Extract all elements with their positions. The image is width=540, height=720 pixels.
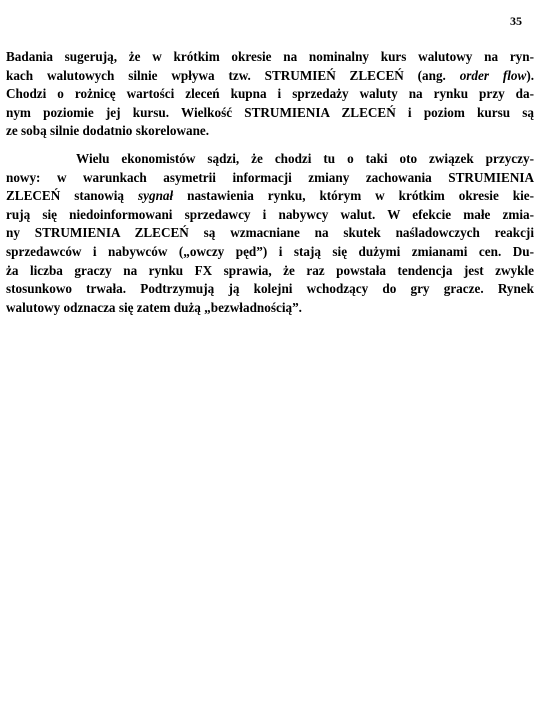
text-line: ze sobą silnie dodatnio skorelowane. [6, 123, 210, 139]
text-line: nowy: w warunkach asymetrii informacji zmiany zachowania STRUMIENIA [6, 169, 534, 185]
paragraph-order-flow-definition [6, 48, 534, 141]
term-order-flow: order flow [459, 67, 527, 83]
text-segment: ZLECEŃ stanowią [6, 188, 138, 204]
document-body [6, 48, 534, 317]
text-line: rują się niedoinformowani sprzedawcy i nabywcy walut. W efekcie małe zmia- [6, 206, 534, 222]
term-signal: sygnał [137, 188, 174, 204]
text-line: Wielu ekonomistów sądzi, że chodzi tu o taki oto związek przyczy- [76, 150, 534, 166]
text-line: nym poziomie jej kursu. Wielkość STRUMIENIA ZLECEŃ i poziom kursu są [6, 104, 534, 120]
text-segment: nastawienia rynku, którym w krótkim okresie kie- [173, 188, 534, 204]
text-line [6, 67, 534, 86]
text-line: ża liczba graczy na rynku FX sprawia, że raz powstała tendencja jest zwykle [6, 262, 534, 278]
text-segment: ). [526, 67, 535, 83]
paragraph-gap [6, 141, 534, 150]
page-number: 35 [510, 14, 522, 28]
text-line: stosunkowo trwała. Podtrzymują ją kolejni wchodzący do gry gracze. Rynek [6, 281, 534, 297]
text-segment: kach walutowych silnie wpływa tzw. STRUMIEŃ ZLECEŃ (ang. [6, 67, 460, 83]
text-line: walutowy odznacza się zatem dużą „bezwładnością”. [6, 299, 302, 315]
text-line [6, 187, 534, 206]
text-line: Chodzi o rożnicę wartości zleceń kupna i sprzedaży waluty na rynku przy da- [6, 86, 534, 102]
text-line: Badania sugerują, że w krótkim okresie na nominalny kurs walutowy na ryn- [6, 49, 534, 64]
text-line: ny STRUMIENIA ZLECEŃ są wzmacniane na skutek naśladowczych reakcji [6, 225, 534, 241]
paragraph-causal-relationship [6, 150, 534, 317]
text-line: sprzedawców i nabywców („owczy pęd”) i stają się dużymi zmianami cen. Du- [6, 243, 534, 259]
